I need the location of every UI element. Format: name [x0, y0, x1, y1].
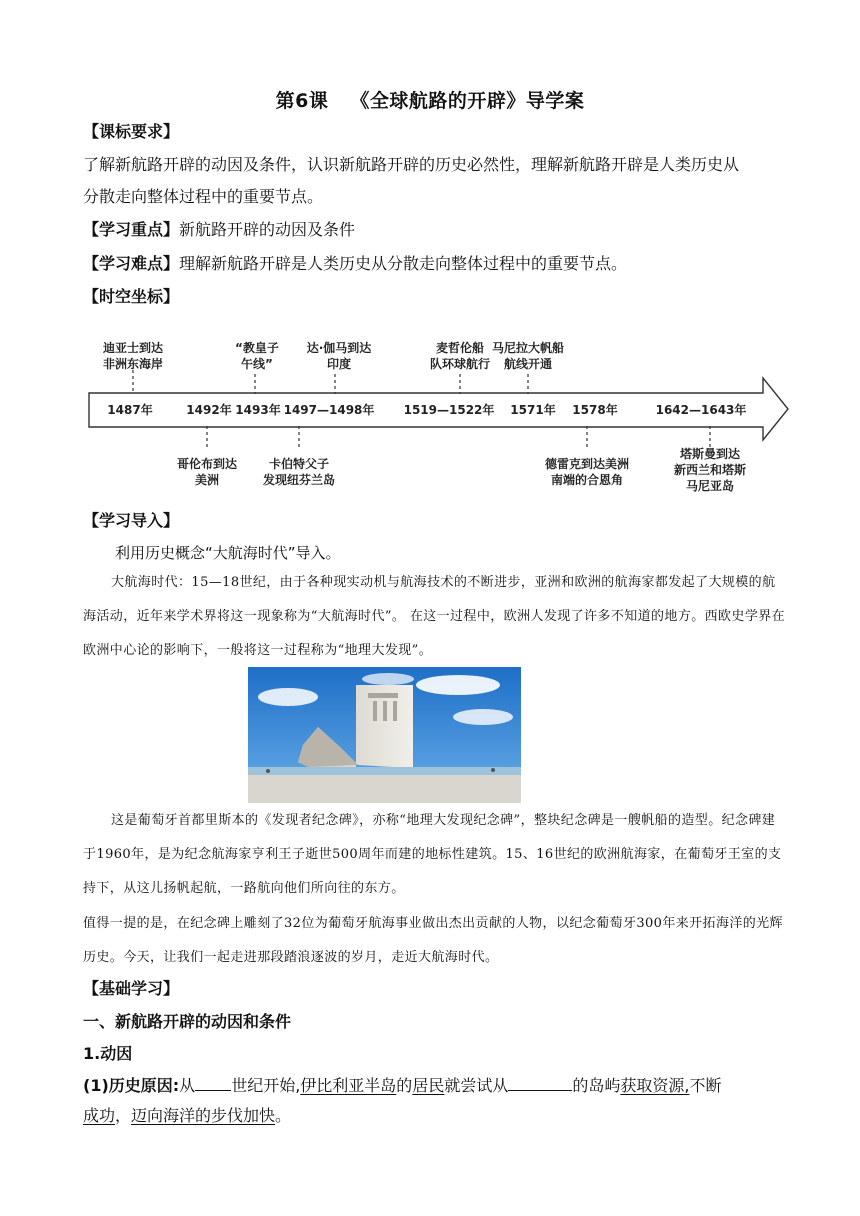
fill-blank-islands[interactable] [508, 1074, 572, 1091]
underlined-text: 成功 [83, 1106, 116, 1125]
event-label: “教皇子 [235, 341, 279, 355]
lesson-number: 第6课 [275, 90, 329, 112]
cause-text: ， [115, 1106, 132, 1125]
event-label: 午线” [241, 357, 273, 371]
intro-paragraph-3: 值得一提的是，在纪念碑上雕刻了32位为葡萄牙航海事业做出杰出贡献的人物，以纪念葡萄牙300年来开拓海洋的光辉历史。今天，让我们一起走进那段踏浪逐波的岁月，走近大航海时代。 [83, 916, 783, 965]
event-label: 非洲东海岸 [102, 357, 164, 371]
event-label: 南端的合恩角 [550, 473, 624, 487]
event-label: 卡伯特父子 [268, 457, 330, 471]
cause-item-label: (1)历史原因: [83, 1076, 180, 1095]
event-label: 迪亚士到达 [102, 341, 164, 355]
event-label: 马尼拉大帆船 [491, 341, 565, 355]
cause-text: 世纪开始, [231, 1076, 301, 1095]
event-label: 麦哲伦船 [435, 341, 485, 355]
year-label: 1492年 [186, 403, 232, 417]
event-label: 航线开通 [503, 357, 553, 371]
key-point-text: 新航路开辟的动因及条件 [179, 220, 356, 239]
year-label: 1571年 [510, 403, 556, 417]
monument-photo [248, 667, 521, 803]
difficult-point-header: 【学习难点】 [83, 254, 180, 273]
intro-header: 【学习导入】 [83, 511, 180, 530]
section-heading: 一、新航路开辟的动因和条件 [83, 1012, 292, 1031]
subsection-heading: 1.动因 [83, 1044, 133, 1063]
event-label: 新西兰和塔斯 [673, 463, 747, 477]
standard-line-1: 了解新航路开辟的动因及条件，认识新航路开辟的历史必然性，理解新航路开辟是人类历史从 [83, 155, 740, 174]
cause-text: 。 [275, 1106, 292, 1125]
fill-blank-century[interactable] [195, 1074, 231, 1091]
page-title [0, 86, 860, 113]
intro-paragraph-1 [83, 566, 786, 668]
underlined-text: 迈向海洋的步伐加快 [131, 1106, 276, 1125]
cause-text: 的 [396, 1076, 413, 1095]
timeline-header: 【时空坐标】 [83, 287, 180, 306]
year-label: 1497—1498年 [283, 403, 375, 417]
difficult-point-text: 理解新航路开辟是人类历史从分散走向整体过程中的重要节点。 [179, 254, 628, 273]
event-label: 塔斯曼到达 [679, 447, 741, 461]
event-label: 发现纽芬兰岛 [262, 473, 336, 487]
intro-lead: 利用历史概念“大航海时代”导入。 [115, 544, 341, 562]
key-point [83, 220, 788, 240]
year-label: 1519—1522年 [403, 403, 495, 417]
key-point-header: 【学习重点】 [83, 220, 180, 239]
year-label: 1578年 [572, 403, 618, 417]
intro-paragraph-1-text: 大航海时代：15—18世纪，由于各种现实动机与航海技术的不断进步，亚洲和欧洲的航海家都发起了大规模的航海活动，近年来学术界将这一现象称为“大航海时代”。 在这一过程中，欧洲人发现了许多不知道的地方。西欧史学界在欧洲中心论的影响下，一般将这一过程称为“地理大发现”。 [83, 575, 786, 658]
event-label: 马尼亚岛 [685, 479, 735, 493]
cause-text: 从 [179, 1076, 196, 1095]
basic-header: 【基础学习】 [83, 979, 180, 998]
event-label: 哥伦布到达 [176, 457, 238, 471]
underlined-text: 获取资源, [620, 1076, 690, 1095]
cause-item-1 [83, 1071, 788, 1131]
cause-text: 的岛屿 [572, 1076, 621, 1095]
year-label: 1487年 [107, 403, 153, 417]
event-label: 德雷克到达美洲 [544, 457, 630, 471]
intro-paragraph-2-text: 这是葡萄牙首都里斯本的《发现者纪念碑》，亦称“地理大发现纪念碑”，整块纪念碑是一艘帆船的造型。纪念碑建于1960年，是为纪念航海家亨利王子逝世500周年而建的地标性建筑。15、16世纪的欧洲航海家，在葡萄牙王室的支持下，从这儿扬帆起航，一路航向他们所向往的东方。 [83, 813, 782, 896]
intro-paragraph-2 [83, 804, 786, 906]
cause-text: 就尝试从 [444, 1076, 509, 1095]
standard-line-2: 分散走向整体过程中的重要节点。 [83, 187, 324, 206]
underlined-text: 伊比利亚半岛 [300, 1076, 397, 1095]
event-label: 队环球航行 [429, 357, 491, 371]
event-label: 印度 [326, 357, 352, 371]
lesson-name: 《全球航路的开辟》导学案 [350, 90, 585, 112]
year-label: 1493年 [235, 403, 281, 417]
standard-header: 【课标要求】 [83, 122, 180, 141]
event-label: 美洲 [194, 473, 220, 487]
event-label: 达·伽马到达 [306, 341, 372, 355]
underlined-text: 居民 [412, 1076, 445, 1095]
difficult-point [83, 254, 788, 274]
cause-text: 不断 [689, 1076, 722, 1095]
year-label: 1642—1643年 [655, 403, 747, 417]
timeline-diagram [85, 330, 795, 500]
